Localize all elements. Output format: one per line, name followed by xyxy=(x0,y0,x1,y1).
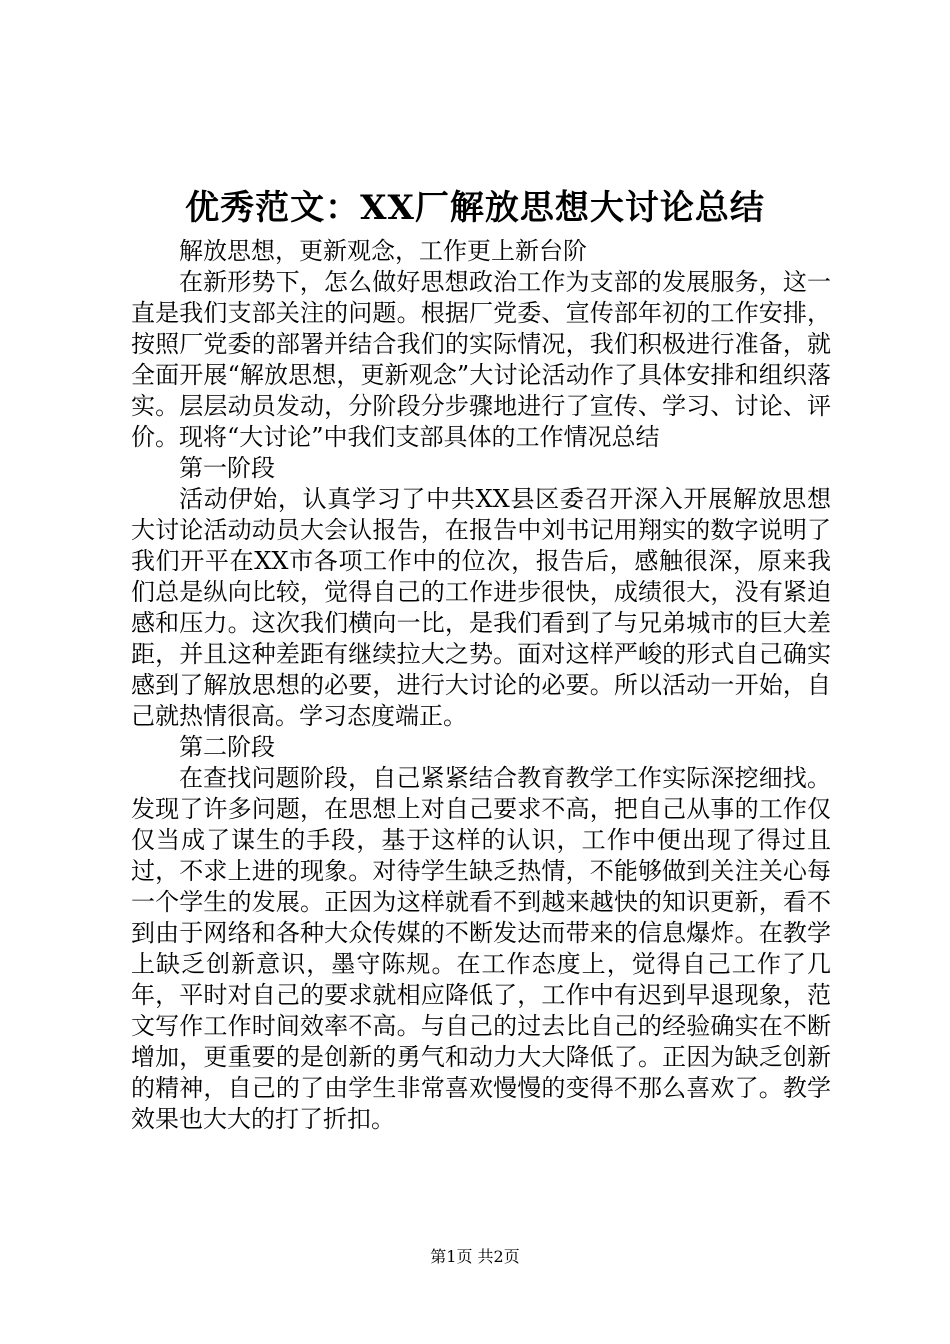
document-title: 优秀范文：XX厂解放思想大讨论总结 xyxy=(185,188,765,228)
document-body xyxy=(131,236,831,1135)
intro-paragraph: 在新形势下，怎么做好思想政治工作为支部的发展服务，这一直是我们支部关注的问题。根据厂党委、宣传部年初的工作安排，按照厂党委的部署并结合我们的实际情况，我们积极进行准备，就全面开展“解放思想，更新观念”大讨论活动作了具体安排和组织落实。层层动员发动，分阶段分步骤地进行了宣传、学习、讨论、评价。现将“大讨论”中我们支部具体的工作情况总结 xyxy=(131,268,831,451)
stage-two-paragraph: 在查找问题阶段，自己紧紧结合教育教学工作实际深挖细找。发现了许多问题，在思想上对自己要求不高，把自己从事的工作仅仅当成了谋生的手段，基于这样的认识，工作中便出现了得过且过，不求上进的现象。对待学生缺乏热情，不能够做到关注关心每一个学生的发展。正因为这样就看不到越来越快的知识更新，看不到由于网络和各种大众传媒的不断发达而带来的信息爆炸。在教学上缺乏创新意识，墨守陈规。在工作态度上，觉得自己工作了几年，平时对自己的要求就相应降低了，工作中有迟到早退现象，范文写作工作时间效率不高。与自己的过去比自己的经验确实在不断增加，更重要的是创新的勇气和动力大大降低了。正因为缺乏创新的精神，自己的了由学生非常喜欢慢慢的变得不那么喜欢了。教学效果也大大的打了折扣。 xyxy=(131,764,831,1133)
subtitle-paragraph: 解放思想，更新观念，工作更上新台阶 xyxy=(179,237,587,265)
stage-one-paragraph: 活动伊始，认真学习了中共XX县区委召开深入开展解放思想大讨论活动动员大会认报告，在报告中刘书记用翔实的数字说明了我们开平在XX市各项工作中的位次，报告后，感触很深，原来我们总是纵向比较，觉得自己的工作进步很快，成绩很大，没有紧迫感和压力。这次我们横向一比，是我们看到了与兄弟城市的巨大差距，并且这种差距有继续拉大之势。面对这样严峻的形式自己确实感到了解放思想的必要，进行大讨论的必要。所以活动一开始，自己就热情很高。学习态度端正。 xyxy=(131,485,831,730)
section-heading-stage-two: 第二阶段 xyxy=(179,733,275,761)
page-footer: 第1页 共2页 xyxy=(430,1247,520,1266)
section-heading-stage-one: 第一阶段 xyxy=(179,454,275,482)
